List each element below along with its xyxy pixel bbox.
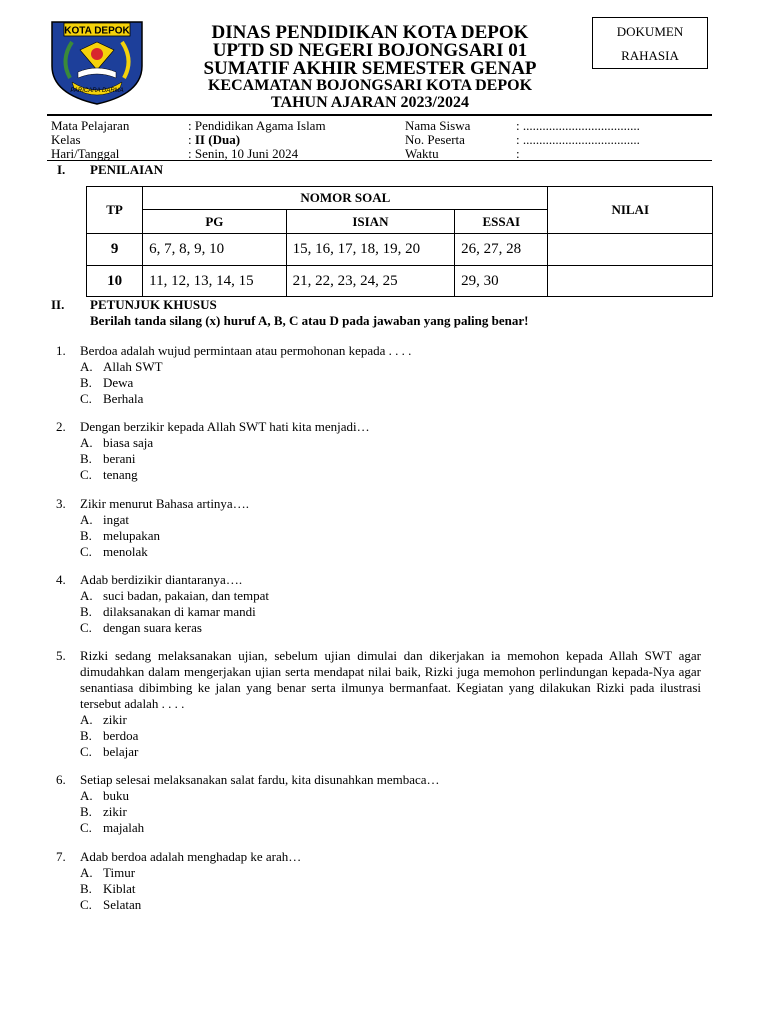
- option-letter: A.: [80, 712, 93, 727]
- info-value-date: : Senin, 10 Juni 2024: [188, 146, 299, 161]
- option-letter: A.: [80, 788, 93, 803]
- doc-box-line-2: RAHASIA: [621, 48, 679, 63]
- header-line-4: KECAMATAN BOJONGSARI KOTA DEPOK: [207, 77, 533, 94]
- option-c: [56, 897, 701, 913]
- question-2: [56, 419, 701, 483]
- question-6: [56, 772, 701, 836]
- option-a: [56, 865, 701, 881]
- info-value-class: [188, 133, 240, 147]
- instruction-text: Berilah tanda silang (x) huruf A, B, C atau D pada jawaban yang paling benar!: [90, 313, 529, 328]
- option-text: zikir: [103, 712, 127, 727]
- option-text: suci badan, pakaian, dan tempat: [103, 588, 270, 603]
- table-header-tp: TP: [87, 187, 143, 234]
- option-text: buku: [103, 788, 129, 803]
- score-table: [86, 186, 713, 297]
- option-text: Timur: [103, 865, 136, 880]
- option-letter: B.: [80, 728, 92, 743]
- option-letter: C.: [80, 620, 92, 635]
- question-3: [56, 496, 701, 560]
- table-header-nilai: NILAI: [548, 187, 713, 234]
- row-essai: 29, 30: [455, 266, 548, 297]
- option-text: dilaksanakan di kamar mandi: [103, 604, 256, 619]
- logo-bottom-text: PARICARA DARMA: [70, 88, 124, 94]
- option-c: [56, 744, 701, 760]
- question-number: 7.: [56, 849, 66, 864]
- option-letter: B.: [80, 375, 92, 390]
- info-label-student-name: Nama Siswa: [405, 118, 471, 133]
- row-isian: 21, 22, 23, 24, 25: [286, 266, 455, 297]
- info-value-class-prefix: :: [188, 132, 195, 147]
- table-header-essai: ESSAI: [455, 210, 548, 234]
- option-b: [56, 604, 701, 620]
- option-text: Berhala: [103, 391, 144, 406]
- document-confidential-box: [592, 17, 708, 69]
- option-text: zikir: [103, 804, 127, 819]
- question-7: [56, 849, 701, 913]
- option-letter: B.: [80, 804, 92, 819]
- option-letter: A.: [80, 435, 93, 450]
- question-number: 3.: [56, 496, 66, 511]
- option-letter: A.: [80, 359, 93, 374]
- info-label-subject: Mata Pelajaran: [51, 118, 130, 133]
- header-divider: [47, 114, 712, 116]
- option-c: [56, 391, 701, 407]
- question-4: [56, 572, 701, 636]
- option-letter: B.: [80, 604, 92, 619]
- header-line-1: DINAS PENDIDIKAN KOTA DEPOK: [211, 22, 529, 43]
- option-letter: C.: [80, 820, 92, 835]
- info-value-student-name: : ....................................: [516, 118, 640, 133]
- table-header-nomor-soal: NOMOR SOAL: [143, 187, 548, 210]
- info-label-participant-no: No. Peserta: [405, 132, 465, 147]
- row-isian: 15, 16, 17, 18, 19, 20: [286, 234, 455, 266]
- option-text: berdoa: [103, 728, 139, 743]
- header-line-3: SUMATIF AKHIR SEMESTER GENAP: [203, 58, 537, 79]
- section-1-title: PENILAIAN: [90, 162, 163, 177]
- option-b: [56, 451, 701, 467]
- option-text: ingat: [103, 512, 129, 527]
- question-number: 4.: [56, 572, 66, 587]
- option-b: [56, 881, 701, 897]
- option-text: Allah SWT: [103, 359, 163, 374]
- question-text: Setiap selesai melaksanakan salat fardu, kita disunahkan membaca…: [80, 772, 440, 787]
- section-1-number: I.: [57, 162, 66, 177]
- question-text: Zikir menurut Bahasa artinya….: [80, 496, 249, 511]
- header-line-2: UPTD SD NEGERI BOJONGSARI 01: [212, 40, 528, 61]
- section-2-number: II.: [51, 297, 65, 312]
- info-divider: [47, 160, 712, 161]
- option-text: melupakan: [103, 528, 161, 543]
- option-letter: B.: [80, 451, 92, 466]
- info-label-class: Kelas: [51, 132, 81, 147]
- option-letter: C.: [80, 744, 92, 759]
- option-text: biasa saja: [103, 435, 154, 450]
- option-a: [56, 712, 701, 728]
- row-pg: 11, 12, 13, 14, 15: [143, 266, 286, 297]
- table-header-pg: PG: [143, 210, 286, 234]
- option-letter: B.: [80, 528, 92, 543]
- option-text: Selatan: [103, 897, 142, 912]
- option-text: belajar: [103, 744, 139, 759]
- row-tp: 10: [87, 266, 143, 297]
- question-number: 2.: [56, 419, 66, 434]
- info-value-participant-no: : ....................................: [516, 132, 640, 147]
- question-number: 1.: [56, 343, 66, 358]
- option-text: dengan suara keras: [103, 620, 202, 635]
- question-text: Berdoa adalah wujud permintaan atau permohonan kepada . . . .: [80, 343, 412, 358]
- option-a: [56, 359, 701, 375]
- option-text: berani: [103, 451, 136, 466]
- question-1: [56, 343, 701, 407]
- info-value-subject: : Pendidikan Agama Islam: [188, 118, 326, 133]
- info-value-class-text: II (Dua): [194, 132, 241, 147]
- table-header-isian: ISIAN: [286, 210, 455, 234]
- question-5: [56, 648, 701, 760]
- option-b: [56, 804, 701, 820]
- kota-depok-logo: [50, 20, 144, 106]
- table-row: [87, 234, 713, 266]
- table-row: [87, 266, 713, 297]
- header-line-5: TAHUN AJARAN 2023/2024: [271, 94, 469, 111]
- option-letter: C.: [80, 544, 92, 559]
- question-text: Rizki sedang melaksanakan ujian, sebelum ujian dimulai dan dikerjakan ia memohon kepada Allah SWT agar dimudahkan dalam mengerjakan ujian serta mendapat nilai baik, Rizki juga memohon perlindungan kepada-Nya agar senantiasa dibimbing ke jalan yang benar serta ilmunya bermanfaat. Kegiatan yang dilakukan Rizki pada ilustrasi tersebut adalah . . . .: [80, 648, 701, 711]
- option-letter: C.: [80, 897, 92, 912]
- option-c: [56, 820, 701, 836]
- option-b: [56, 375, 701, 391]
- option-text: majalah: [103, 820, 145, 835]
- option-text: Kiblat: [103, 881, 136, 896]
- option-b: [56, 728, 701, 744]
- question-number: 6.: [56, 772, 66, 787]
- info-label-time: Waktu: [405, 146, 439, 161]
- option-a: [56, 512, 701, 528]
- option-b: [56, 528, 701, 544]
- row-pg: 6, 7, 8, 9, 10: [143, 234, 286, 266]
- option-letter: C.: [80, 391, 92, 406]
- info-value-time: :: [516, 146, 520, 161]
- question-text: Adab berdizikir diantaranya….: [80, 572, 243, 587]
- question-number: 5.: [56, 648, 66, 663]
- option-c: [56, 620, 701, 636]
- option-letter: C.: [80, 467, 92, 482]
- question-text: Adab berdoa adalah menghadap ke arah…: [80, 849, 302, 864]
- option-text: menolak: [103, 544, 148, 559]
- option-a: [56, 788, 701, 804]
- info-label-date: Hari/Tanggal: [51, 146, 120, 161]
- section-2-title: PETUNJUK KHUSUS: [90, 297, 217, 312]
- option-letter: A.: [80, 512, 93, 527]
- option-text: Dewa: [103, 375, 134, 390]
- option-letter: A.: [80, 865, 93, 880]
- option-letter: A.: [80, 588, 93, 603]
- row-nilai: [548, 266, 713, 297]
- option-a: [56, 435, 701, 451]
- logo-top-text: KOTA DEPOK: [64, 25, 130, 37]
- option-c: [56, 544, 701, 560]
- row-nilai: [548, 234, 713, 266]
- row-tp: 9: [87, 234, 143, 266]
- option-c: [56, 467, 701, 483]
- question-text: Dengan berzikir kepada Allah SWT hati kita menjadi…: [80, 419, 370, 434]
- option-letter: B.: [80, 881, 92, 896]
- option-a: [56, 588, 701, 604]
- doc-box-line-1: DOKUMEN: [616, 24, 684, 39]
- row-essai: 26, 27, 28: [455, 234, 548, 266]
- option-text: tenang: [103, 467, 138, 482]
